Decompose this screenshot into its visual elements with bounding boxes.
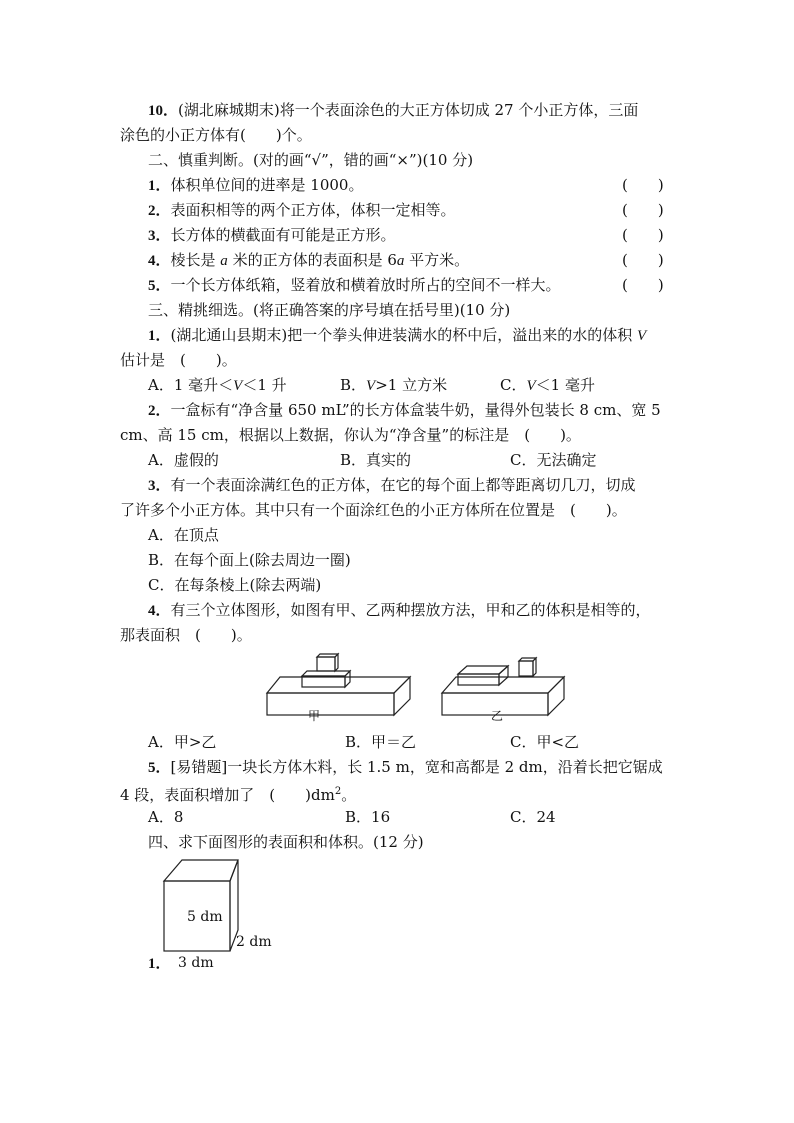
- sec3-q4-line1: [148, 600, 651, 621]
- q10-number: 10．: [148, 103, 179, 119]
- sec3-q1-option-b[interactable]: [340, 375, 447, 396]
- q4-jia-cube-side: [335, 654, 338, 671]
- q4-jia-base-side: [394, 677, 410, 715]
- q10-text1: (湖北麻城期末)将一个表面涂色的大正方体切成 27 个小正方体，三面: [178, 101, 639, 119]
- sec3-q4-option-c[interactable]: C．甲<乙: [510, 733, 580, 751]
- sec3-q2-number: 2．: [148, 403, 171, 419]
- sec3-q2-line2: cm、高 15 cm，根据以上数据，你认为“净含量”的标注是 ( )。: [120, 426, 581, 444]
- sec2-item-5: [148, 275, 561, 296]
- cuboid-top-face: [164, 860, 238, 881]
- sec3-q3-number: 3．: [148, 478, 171, 494]
- sec3-q1-option-b-tail: >1 立方米: [375, 376, 448, 394]
- q4-jia-middle-side: [345, 671, 350, 687]
- cuboid-height-label: 5 dm: [187, 909, 223, 925]
- sec3-q2-option-c[interactable]: C．无法确定: [510, 451, 597, 469]
- sec3-q5-text2-end: 。: [341, 786, 357, 804]
- sec3-q5-text2: 4 段，表面积增加了 ( )dm: [120, 786, 335, 804]
- sec3-q1-option-a-tail: ＜1 升: [242, 376, 287, 394]
- q4-jia-middle-top: [302, 671, 350, 676]
- sec2-item-2: [148, 200, 456, 221]
- sec2-item-2-number: 2．: [148, 203, 171, 219]
- sec3-q2-line1: [148, 400, 661, 421]
- sec3-q2-text1: 一盒标有“净含量 650 mL”的长方体盒装牛奶，量得外包装长 8 cm、宽 5: [170, 401, 661, 419]
- section2-header: 二、慎重判断。(对的画“√”，错的画“×”)(10 分): [148, 151, 474, 169]
- q4-jia-middle-front: [302, 676, 345, 687]
- sec3-q3-line1: [148, 475, 636, 496]
- sec3-q1-option-c-tail: ＜1 毫升: [535, 376, 595, 394]
- sec3-q3-text1: 有一个表面涂满红色的正方体，在它的每个面上都等距离切几刀，切成: [170, 476, 636, 494]
- sec3-q1-option-c-var: V: [526, 378, 536, 394]
- sec2-item-4-number: 4．: [148, 253, 171, 269]
- sec3-q1-option-b-text: B．: [340, 376, 367, 394]
- sec3-q1-line1: [148, 325, 646, 346]
- sec2-item-4-text-c: 平方米。: [404, 251, 470, 269]
- sec2-item-4-text-b: 米的正方体的表面积是 6: [227, 251, 397, 269]
- q4-yi-base-side: [548, 677, 564, 715]
- sec2-item-4-answer[interactable]: ( ): [622, 251, 664, 269]
- sec3-q5-line1: [148, 757, 663, 778]
- sec2-item-1-number: 1．: [148, 178, 171, 194]
- sec3-q5-line2: [120, 782, 356, 805]
- sec3-q4-option-b[interactable]: B．甲＝乙: [345, 733, 417, 751]
- sec2-item-5-number: 5．: [148, 278, 171, 294]
- section3-header: 三、精挑细选。(将正确答案的序号填在括号里)(10 分): [148, 301, 511, 319]
- sec3-q4-text1: 有三个立体图形，如图有甲、乙两种摆放方法，甲和乙的体积是相等的，: [170, 601, 651, 619]
- q4-yi-middle-side: [499, 666, 508, 685]
- sec3-q1-option-a[interactable]: [148, 375, 287, 396]
- sec3-q4-number: 4．: [148, 603, 171, 619]
- sec4-figure-row: [148, 953, 171, 974]
- sec3-q5-option-b[interactable]: B．16: [345, 808, 391, 826]
- sec3-q3-option-c[interactable]: C．在每条棱上(除去两端): [148, 576, 322, 594]
- sec3-q4-option-a[interactable]: A．甲>乙: [148, 733, 217, 751]
- sec2-item-1: [148, 175, 363, 196]
- cuboid-width-label: 3 dm: [178, 955, 214, 971]
- sec2-item-4-var-a: a: [220, 253, 228, 269]
- q4-jia-base-front: [267, 693, 394, 715]
- sec2-item-3-number: 3．: [148, 228, 171, 244]
- sec3-q1-option-c[interactable]: [500, 375, 595, 396]
- q4-yi-cube-front: [519, 661, 533, 676]
- q4-yi-cube-side: [533, 658, 536, 676]
- cuboid-depth-label: 2 dm: [236, 934, 272, 950]
- sec2-item-4-text-a: 棱长是: [170, 251, 221, 269]
- sec3-q2-option-a[interactable]: A．虚假的: [148, 451, 219, 469]
- sec2-item-1-answer[interactable]: ( ): [622, 176, 664, 194]
- sec2-item-5-answer[interactable]: ( ): [622, 276, 664, 294]
- sec3-q2-option-b[interactable]: B．真实的: [340, 451, 412, 469]
- sec3-q3-line2: 了许多个小正方体。其中只有一个面涂红色的小正方体所在位置是 ( )。: [120, 501, 627, 519]
- sec2-item-4: [148, 250, 469, 271]
- sec3-q4-line2: 那表面积 ( )。: [120, 626, 252, 644]
- sec3-q5-option-a[interactable]: A．8: [148, 808, 184, 826]
- sec2-item-2-text: 表面积相等的两个正方体，体积一定相等。: [170, 201, 456, 219]
- sec3-q1-line2: 估计是 ( )。: [120, 351, 237, 369]
- q4-jia-cube-front: [317, 657, 335, 671]
- sec3-q5-option-c[interactable]: C．24: [510, 808, 556, 826]
- sec2-item-2-answer[interactable]: ( ): [622, 201, 664, 219]
- sec3-q5-text1: [易错题]一块长方体木料，长 1.5 m，宽和高都是 2 dm，沿着长把它锯成: [170, 758, 663, 776]
- sec3-q1-option-a-text: A．1 毫升＜: [148, 376, 234, 394]
- q4-label-yi: 乙: [491, 709, 504, 723]
- q10-line2: 涂色的小正方体有( )个。: [120, 126, 312, 144]
- sec3-q1-option-a-var: V: [233, 378, 243, 394]
- sec3-q3-option-a[interactable]: A．在顶点: [148, 526, 219, 544]
- sec2-item-3-answer[interactable]: ( ): [622, 226, 664, 244]
- sec2-item-3-text: 长方体的横截面有可能是正方形。: [170, 226, 396, 244]
- sec2-item-4-var-b: a: [396, 253, 405, 269]
- q10-line1: [148, 100, 638, 121]
- sec2-item-1-text: 体积单位间的进率是 1000。: [170, 176, 364, 194]
- sec3-q1-number: 1．: [148, 328, 171, 344]
- sec3-q3-option-b[interactable]: B．在每个面上(除去周边一圈): [148, 551, 351, 569]
- q4-label-jia: 甲: [308, 709, 321, 723]
- sec4-item-1-number: 1．: [148, 956, 171, 972]
- q4-yi-middle-front: [458, 674, 499, 685]
- sec3-q1-option-c-text: C．: [500, 376, 527, 394]
- sec2-item-5-text: 一个长方体纸箱，竖着放和横着放时所占的空间不一样大。: [170, 276, 561, 294]
- sec3-q1-option-b-var: V: [366, 378, 376, 394]
- sec3-q5-unit-exponent: 2: [334, 786, 342, 797]
- sec2-item-3: [148, 225, 396, 246]
- sec3-q5-number: 5．: [148, 760, 171, 776]
- sec3-q1-var: V: [637, 328, 647, 344]
- section4-header: 四、求下面图形的表面积和体积。(12 分): [148, 833, 424, 851]
- q4-jia-base-top: [267, 677, 410, 693]
- sec3-q1-text1: (湖北通山县期末)把一个拳头伸进装满水的杯中后，溢出来的水的体积: [170, 326, 637, 344]
